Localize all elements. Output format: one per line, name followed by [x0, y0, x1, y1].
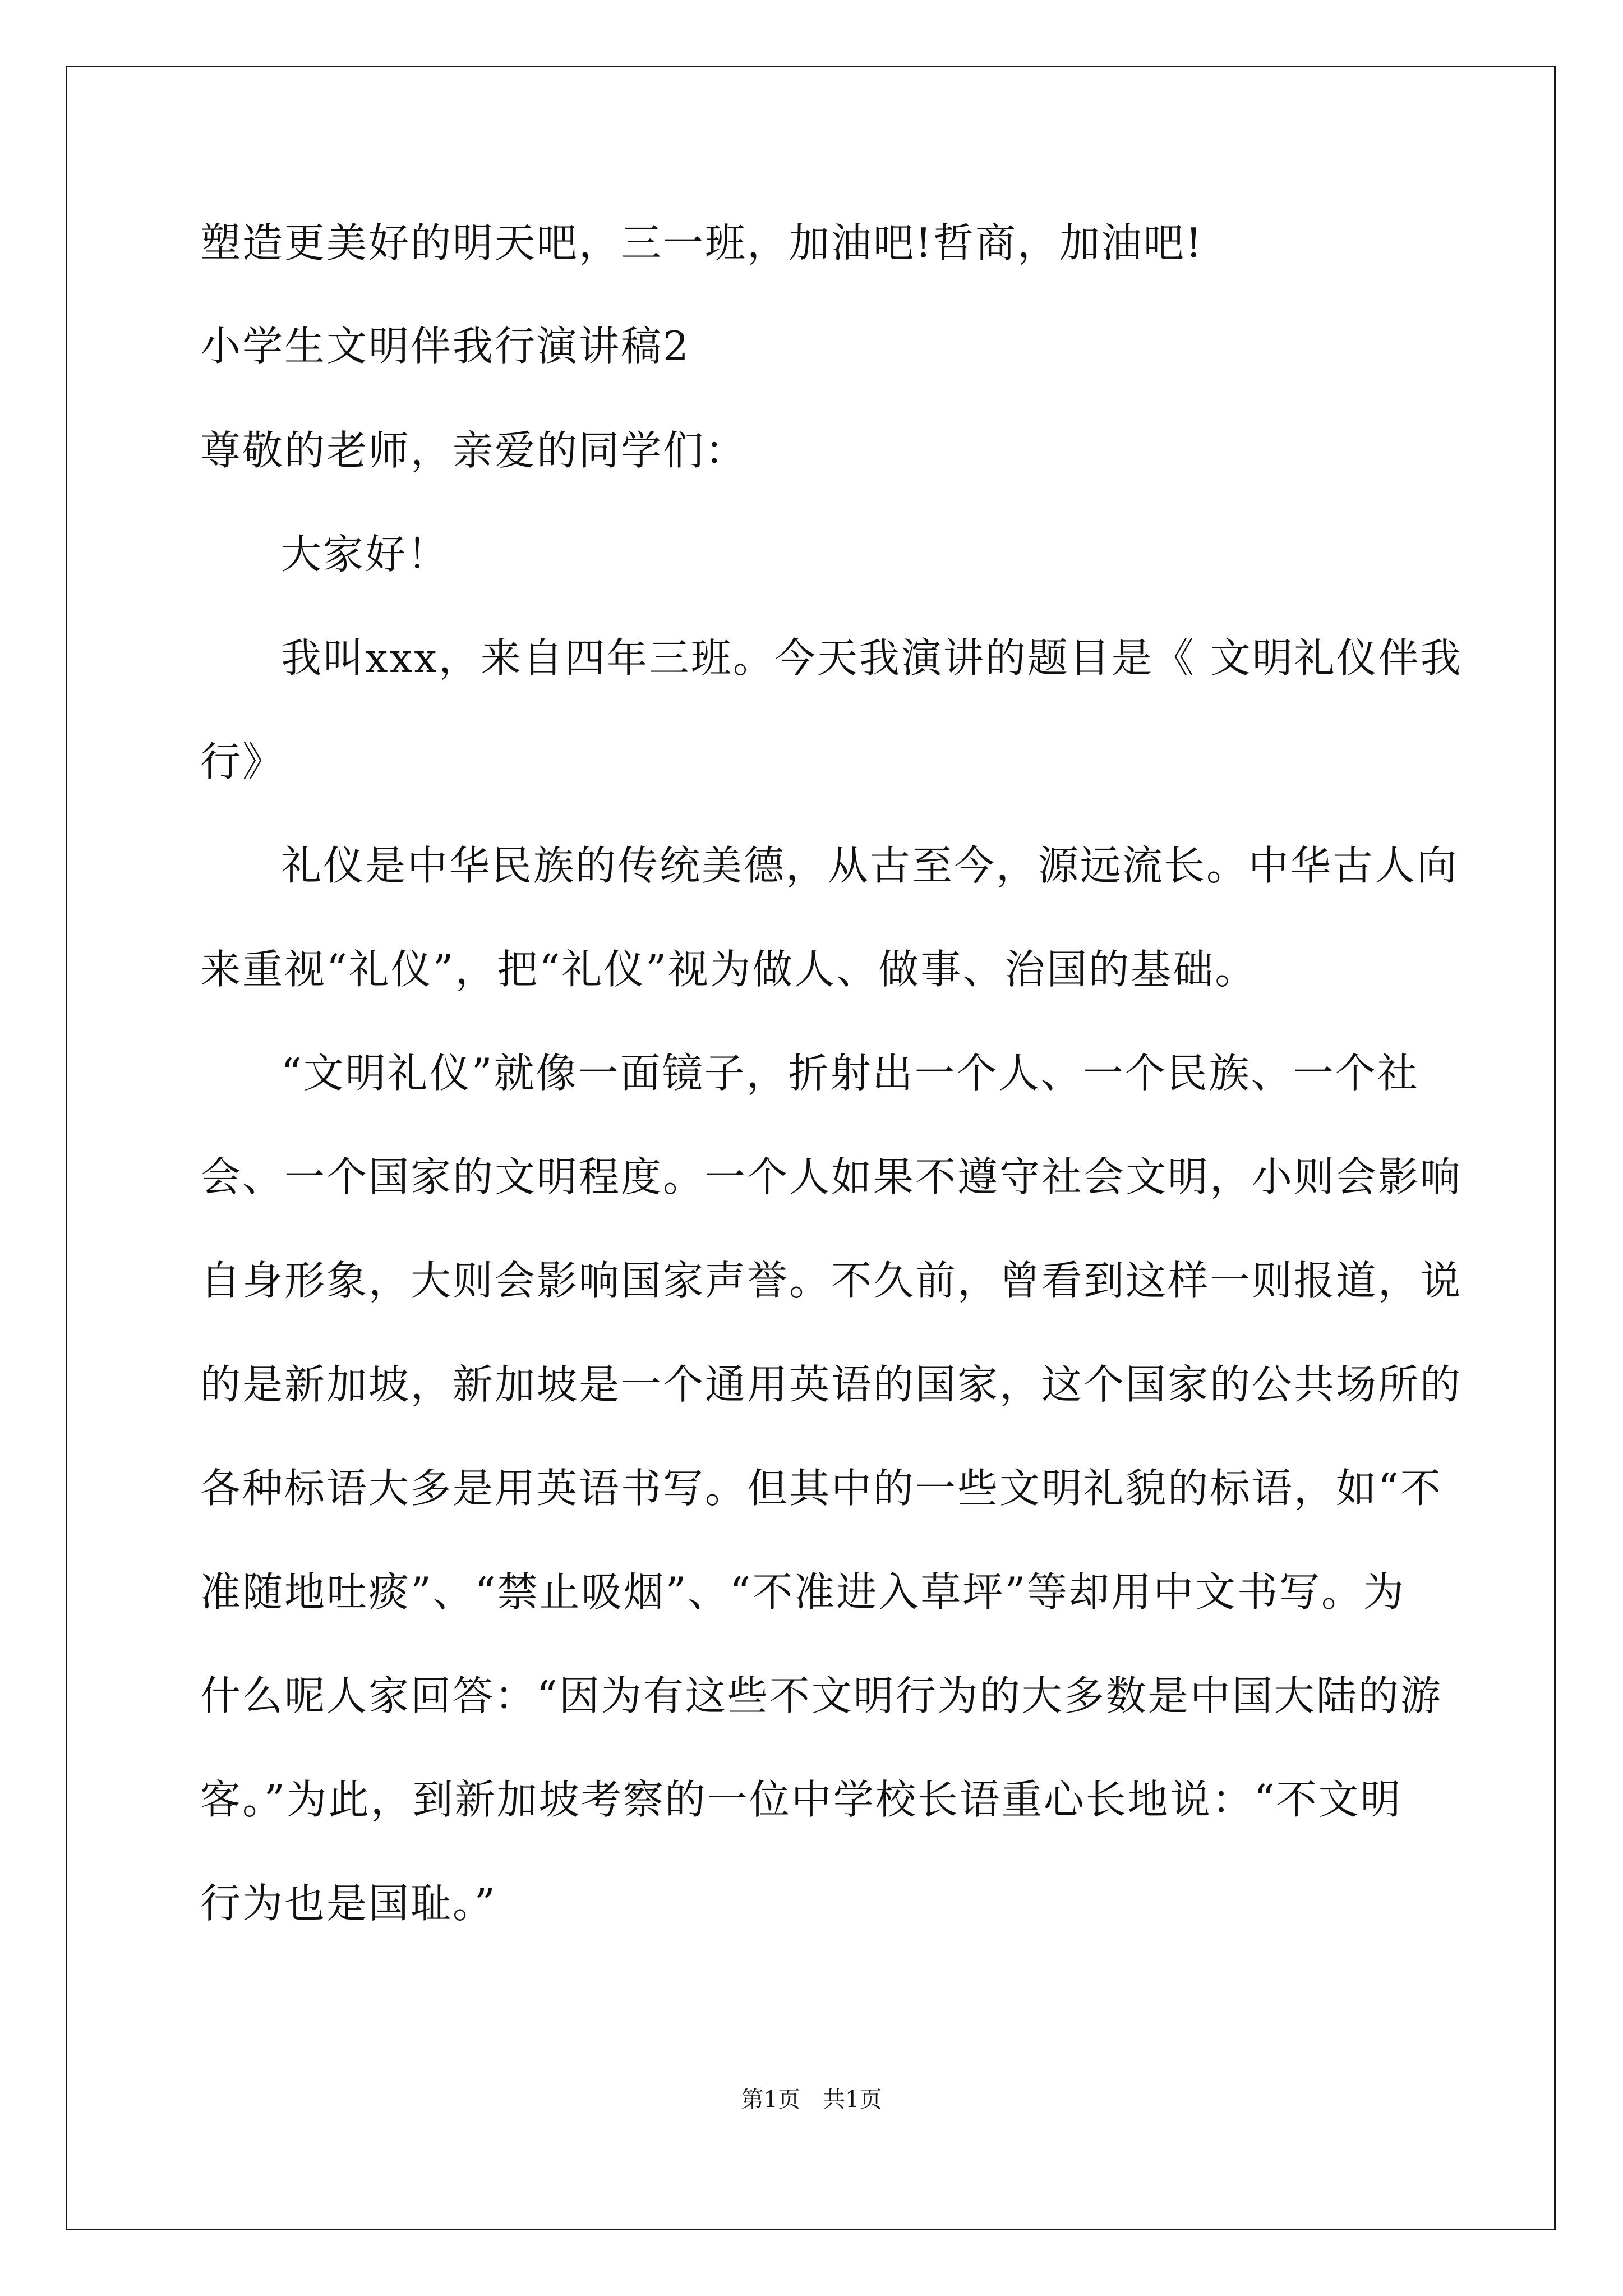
- text-line: 各种标语大多是用英语书写。但其中的一些文明礼貌的标语，如“不: [200, 1465, 1442, 1512]
- greeting: 大家好！: [281, 531, 450, 578]
- text-line: “文明礼仪”就像一面镜子，折射出一个人、一个民族、一个社: [281, 1050, 1419, 1097]
- text-line: 什么呢人家回答：“因为有这些不文明行为的大多数是中国大陆的游: [200, 1672, 1442, 1719]
- text-line: 塑造更美好的明天吧，三一班，加油吧!哲商，加油吧!: [200, 219, 1204, 266]
- text-line: 来重视“礼仪”，把“礼仪”视为做人、做事、治国的基础。: [200, 946, 1257, 993]
- text-line: 行》: [200, 738, 285, 785]
- text-line: 我叫xxx，来自四年三班。今天我演讲的题目是《 文明礼仪伴我: [281, 634, 1463, 682]
- text-line: 自身形象，大则会影响国家声誉。不久前，曾看到这样一则报道，说: [200, 1257, 1463, 1304]
- salutation: 尊敬的老师，亲爱的同学们：: [200, 427, 748, 474]
- text-line: 礼仪是中华民族的传统美德，从古至今，源远流长。中华古人向: [281, 842, 1459, 889]
- text-line: 客。”为此，到新加坡考察的一位中学校长语重心长地说：“不文明: [200, 1776, 1403, 1823]
- text-line: 行为也是国耻。”: [200, 1880, 497, 1927]
- text-line: 的是新加坡，新加坡是一个通用英语的国家，这个国家的公共场所的: [200, 1361, 1463, 1408]
- page-footer: 第1页 共1页: [741, 2087, 882, 2113]
- text-line: 准随地吐痰”、“禁止吸烟”、“不准进入草坪”等却用中文书写。为: [200, 1568, 1406, 1616]
- text-line: 会、一个国家的文明程度。一个人如果不遵守社会文明，小则会影响: [200, 1153, 1463, 1200]
- speech-title: 小学生文明伴我行演讲稿2: [200, 323, 690, 370]
